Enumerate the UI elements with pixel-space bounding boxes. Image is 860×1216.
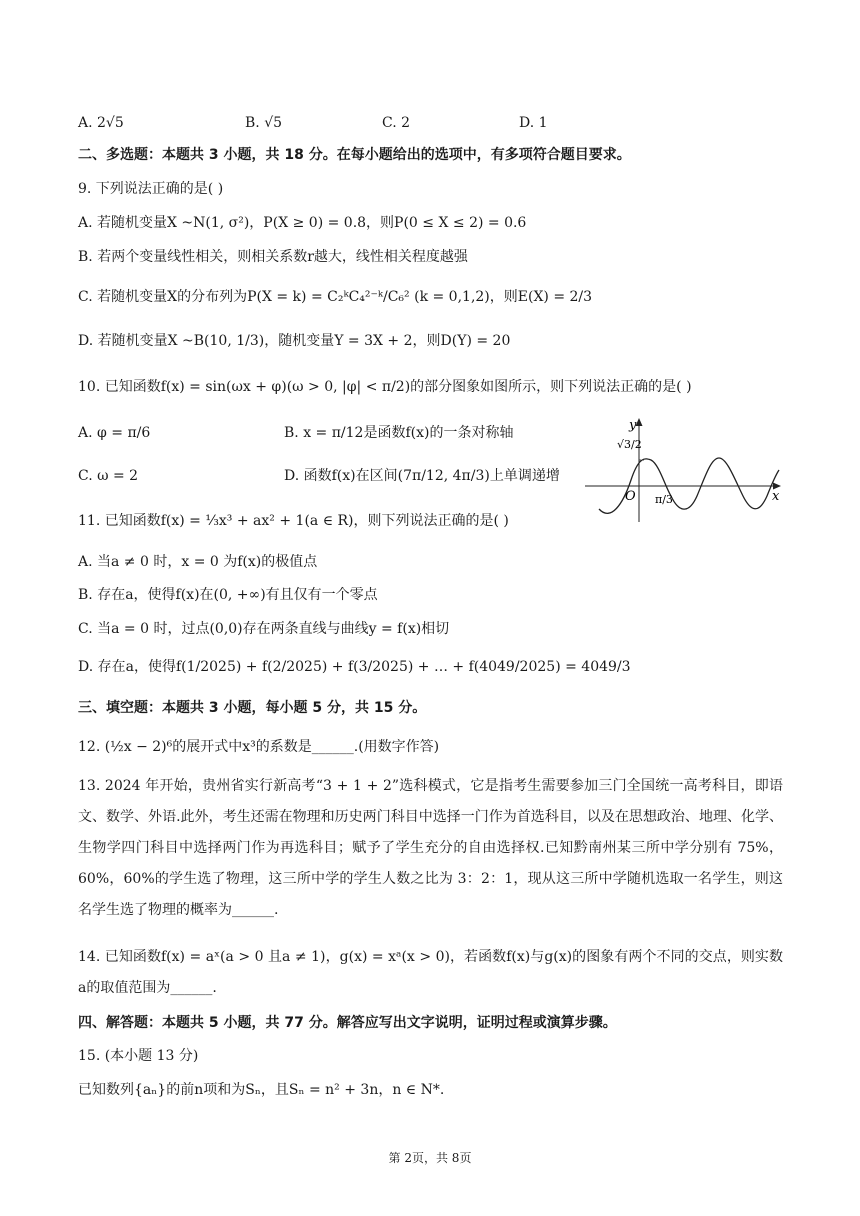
q9-option-b: B. 若两个变量线性相关，则相关系数r越大，线性相关程度越强 (78, 249, 468, 265)
q9-option-d: D. 若随机变量X ~B(10, 1/3)，随机变量Y = 3X + 2，则D(Y) = 20 (78, 333, 511, 349)
q8-option-b: B. √5 (245, 115, 283, 131)
q10-option-a: A. φ = π/6 (78, 425, 151, 441)
x-tick-label: π/3 (655, 493, 673, 506)
sine-graph (585, 414, 785, 524)
y-axis-label: y (629, 418, 637, 433)
q12-question: 12. (½x − 2)⁶的展开式中x³的系数是______.(用数字作答) (78, 739, 440, 755)
section4-header: 四、解答题：本题共 5 小题，共 77 分。解答应写出文字说明，证明过程或演算步骤。 (78, 1015, 617, 1031)
q10-option-d: D. 函数f(x)在区间(7π/12, 4π/3)上单调递增 (284, 468, 560, 484)
q11-option-c: C. 当a = 0 时，过点(0,0)存在两条直线与曲线y = f(x)相切 (78, 621, 450, 637)
q11-stem: 11. 已知函数f(x) = ⅓x³ + ax² + 1(a ∈ R)，则下列说法正确的是( ) (78, 513, 509, 529)
q10-option-b: B. x = π/12是函数f(x)的一条对称轴 (284, 425, 514, 441)
q9-stem: 9. 下列说法正确的是( ) (78, 181, 224, 197)
q8-option-d: D. 1 (519, 115, 548, 131)
q14-question: 14. 已知函数f(x) = aˣ(a > 0 且a ≠ 1)，g(x) = xᵃ(x > 0)，若函数f(x)与g(x)的图象有两个不同的交点，则实数a的取值范围为______. (78, 949, 783, 996)
q11-option-a: A. 当a ≠ 0 时，x = 0 为f(x)的极值点 (78, 554, 318, 570)
origin-label: O (625, 489, 636, 504)
q11-option-b: B. 存在a，使得f(x)在(0, +∞)有且仅有一个零点 (78, 587, 378, 603)
page-footer: 第 2页，共 8页 (388, 1151, 472, 1165)
section3-header: 三、填空题：本题共 3 小题，每小题 5 分，共 15 分。 (78, 700, 427, 716)
y-tick-label: √3/2 (617, 438, 642, 451)
q8-option-c: C. 2 (382, 115, 411, 131)
q15-title: 15. (本小题 13 分) (78, 1048, 199, 1064)
q8-option-a: A. 2√5 (78, 115, 124, 131)
q10-stem: 10. 已知函数f(x) = sin(ωx + φ)(ω > 0, |φ| < π/2)的部分图象如图所示，则下列说法正确的是( ) (78, 379, 692, 395)
y-axis-arrow (636, 418, 643, 426)
q9-option-a: A. 若随机变量X ~N(1, σ²)，P(X ≥ 0) = 0.8，则P(0 ≤ X ≤ 2) = 0.6 (78, 215, 527, 231)
q15-line: 已知数列{aₙ}的前n项和为Sₙ，且Sₙ = n² + 3n，n ∈ N*. (78, 1082, 445, 1098)
q11-option-d: D. 存在a，使得f(1/2025) + f(2/2025) + f(3/2025) + … + f(4049/2025) = 4049/3 (78, 659, 631, 675)
x-axis-label: x (772, 489, 780, 504)
q13-question: 13. 2024 年开始，贵州省实行新高考“3 + 1 + 2”选科模式，它是指考生需要参加三门全国统一高考科目，即语文、数学、外语.此外，考生还需在物理和历史两门科目中选择一门作为首选科目，以及在思想政治、地理、化学、生物学四门科目中选择两门作为再选科目；赋予了学生充分的自由选择权.已知黔南州某三所中学分别有 75%，60%，60%的学生选了物理，这三所中学的学生人数之比为 3：2：1，现从这三所中学随机选取一名学生，则这名学生选了物理的概率为______. (78, 778, 783, 918)
section2-header: 二、多选题：本题共 3 小题，共 18 分。在每小题给出的选项中，有多项符合题目要求。 (78, 147, 631, 163)
q10-option-c: C. ω = 2 (78, 468, 139, 484)
q9-option-c: C. 若随机变量X的分布列为P(X = k) = C₂ᵏC₄²⁻ᵏ/C₆² (k = 0,1,2)，则E(X) = 2/3 (78, 289, 593, 305)
